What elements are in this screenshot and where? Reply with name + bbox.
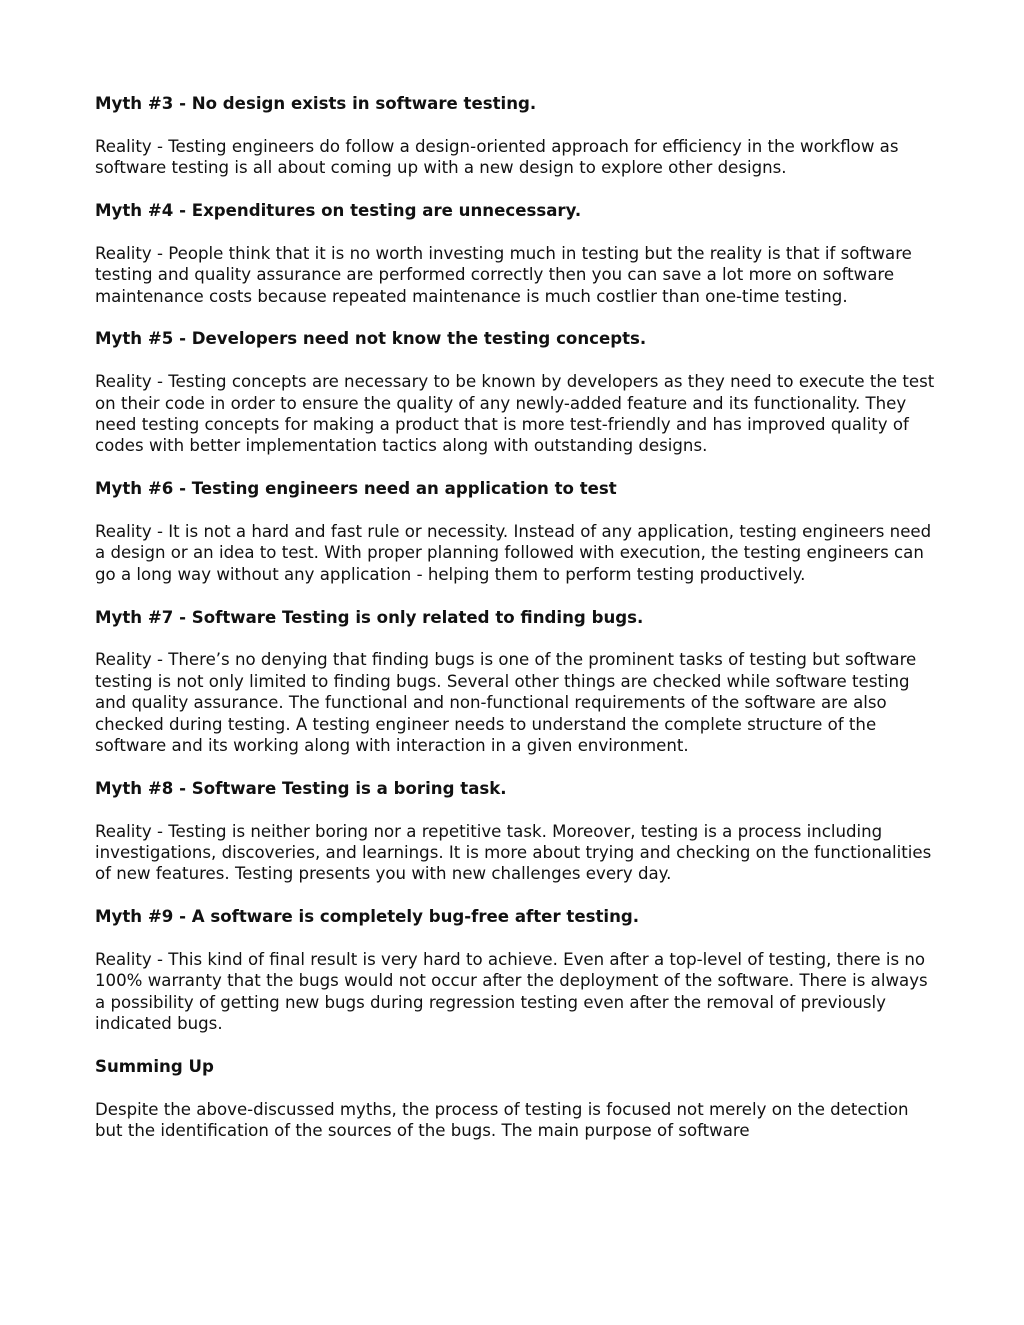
section-myth-3	[95, 93, 935, 179]
section-myth-9	[95, 906, 935, 1034]
section-body: Despite the above-discussed myths, the process of testing is focused not merely on the detection but the identification of the sources of the bugs. The main purpose of software	[95, 1099, 909, 1141]
section-heading: Myth #9 - A software is completely bug-free after testing.	[95, 907, 640, 927]
section-heading: Myth #5 - Developers need not know the testing concepts.	[95, 329, 647, 349]
section-myth-4	[95, 200, 935, 307]
section-body: Reality - It is not a hard and fast rule or necessity. Instead of any application, testing engineers need a design or an idea to test. With proper planning followed with execution, the testing engineers can go a long way without any application - helping them to perform testing productively.	[95, 522, 932, 584]
section-body: Reality - Testing engineers do follow a design-oriented approach for efficiency in the workflow as software testing is all about coming up with a new design to explore other designs.	[95, 136, 899, 178]
section-heading: Summing Up	[95, 1057, 214, 1077]
section-myth-8	[95, 778, 935, 885]
section-myth-7	[95, 607, 935, 757]
document-page	[95, 93, 935, 1163]
section-heading: Myth #6 - Testing engineers need an application to test	[95, 479, 617, 499]
section-body: Reality - Testing concepts are necessary to be known by developers as they need to execute the test on their code in order to ensure the quality of any newly-added feature and its functionality. They need testing concepts for making a product that is more test-friendly and has improved quality of codes with better implementation tactics along with outstanding designs.	[95, 372, 935, 456]
section-heading: Myth #8 - Software Testing is a boring task.	[95, 778, 507, 798]
section-myth-5	[95, 328, 935, 456]
section-body: Reality - There’s no denying that finding bugs is one of the prominent tasks of testing but software testing is not only limited to finding bugs. Several other things are checked while software testing and quality assurance. The functional and non-functional requirements of the software are also checked during testing. A testing engineer needs to understand the complete structure of the software and its working along with interaction in a given environment.	[95, 650, 917, 756]
section-heading: Myth #4 - Expenditures on testing are unnecessary.	[95, 201, 582, 220]
section-heading: Myth #7 - Software Testing is only related to finding bugs.	[95, 607, 644, 627]
section-heading: Myth #3 - No design exists in software testing.	[95, 94, 537, 113]
section-myth-6	[95, 478, 935, 585]
section-summing-up	[95, 1056, 935, 1142]
section-body: Reality - People think that it is no worth investing much in testing but the reality is that if software testing and quality assurance are performed correctly then you can save a lot more on software maintenance costs because repeated maintenance is much costlier than one-time testing.	[95, 243, 912, 306]
section-body: Reality - This kind of final result is very hard to achieve. Even after a top-level of testing, there is no 100% warranty that the bugs would not occur after the deployment of the software. There is always a possibility of getting new bugs during regression testing even after the removal of previously indicated bugs.	[95, 950, 928, 1034]
section-body: Reality - Testing is neither boring nor a repetitive task. Moreover, testing is a process including investigations, discoveries, and learnings. It is more about trying and checking on the functionalities of new features. Testing presents you with new challenges every day.	[95, 821, 932, 884]
